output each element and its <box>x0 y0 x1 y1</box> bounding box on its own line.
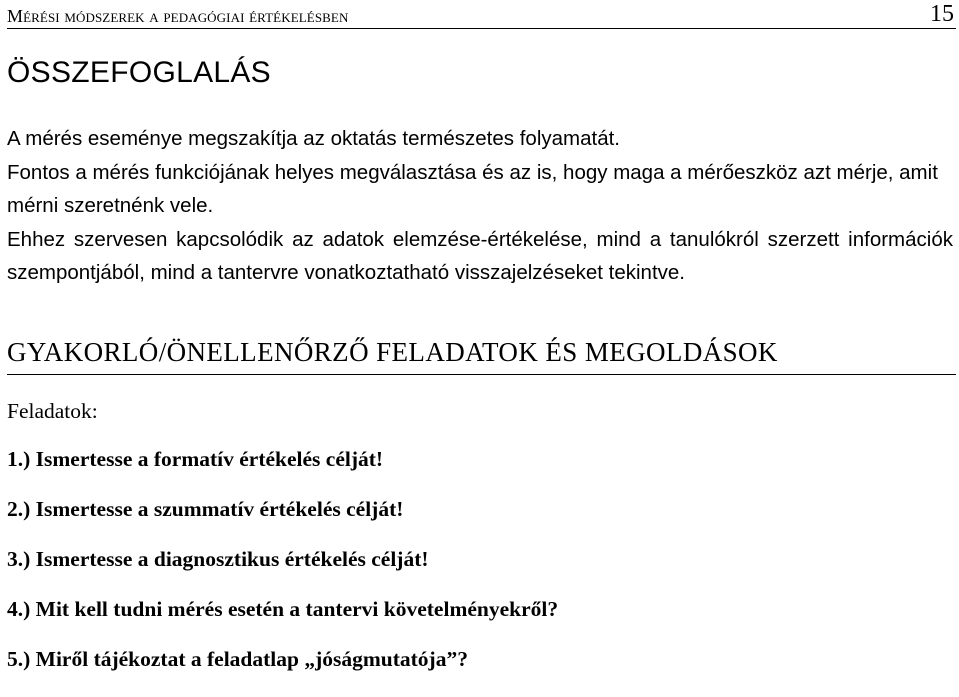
summary-heading: ÖSSZEFOGLALÁS <box>7 56 271 89</box>
running-header <box>7 2 956 29</box>
task-item: 1.) Ismertesse a formatív értékelés célját! <box>7 447 384 471</box>
task-item: 2.) Ismertesse a szummatív értékelés célját! <box>7 497 404 521</box>
task-item: 5.) Miről tájékoztat a feladatlap „jóságmutatója”? <box>7 647 468 671</box>
summary-paragraph: A mérés eseménye megszakítja az oktatás természetes folyamatát. <box>7 127 620 150</box>
task-list <box>7 447 558 697</box>
task-item: 3.) Ismertesse a diagnosztikus értékelés célját! <box>7 547 429 571</box>
tasks-label: Feladatok: <box>7 399 98 423</box>
running-title: Mérési módszerek a pedagógiai értékelésben <box>7 6 349 26</box>
summary-paragraph: Fontos a mérés funkciójának helyes megválasztása és az is, hogy maga a mérőeszköz azt mérje, amit mérni szeretnénk vele. <box>7 160 938 217</box>
exercises-heading: GYAKORLÓ/ÖNELLENŐRZŐ FELADATOK ÉS MEGOLDÁSOK <box>7 337 956 375</box>
summary-body <box>7 122 953 290</box>
task-item: 4.) Mit kell tudni mérés esetén a tantervi követelményekről? <box>7 597 559 621</box>
page-number: 15 <box>930 1 954 27</box>
summary-paragraph: Ehhez szervesen kapcsolódik az adatok elemzése-értékelése, mind a tanulókról szerzett információk szempontjából, mind a tantervre vonatkoztatható visszajelzéseket tekintve. <box>7 227 953 284</box>
document-page <box>7 0 956 678</box>
